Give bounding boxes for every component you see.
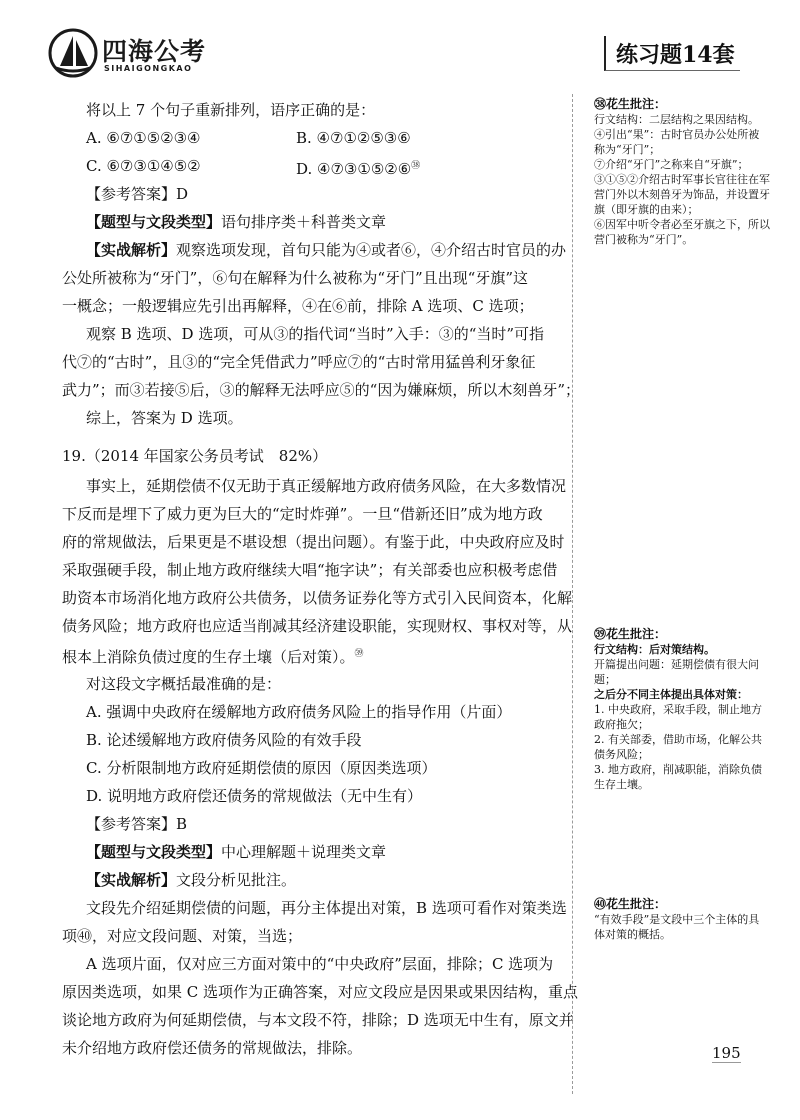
note-39-line: 3. 地方政府，削减职能，消除负债生存土壤。 bbox=[594, 763, 762, 791]
q19-passage-line-3: 府的常规做法，后果更是不堪设想（提出问题）。有鉴于此，中央政府应及时 bbox=[62, 533, 565, 551]
q19-answer: 【参考答案】B bbox=[86, 815, 188, 833]
note-38-line: ⑦介绍“牙门”之称来自“牙旗”； bbox=[594, 158, 749, 171]
q19-explain-line-5: 谈论地方政府为何延期偿债，与本文段不符，排除；D 选项无中生有，原文并 bbox=[62, 1011, 574, 1029]
note-40-line: “有效手段”是文段中三个主体的具体对策的概括。 bbox=[594, 913, 760, 941]
q19-type-text: 中心理解题＋说理类文章 bbox=[221, 843, 387, 861]
q19-option-c: C. 分析限制地方政府延期偿债的原因（原因类选项） bbox=[86, 759, 437, 777]
q19-explain-line-3: A 选项片面，仅对应三方面对策中的“中央政府”层面，排除；C 选项为 bbox=[86, 955, 554, 973]
q19-explain-line-1: 文段先介绍延期偿债的问题，再分主体提出对策，B 选项可看作对策类选 bbox=[86, 899, 567, 917]
q19-passage-line-6: 债务风险；地方政府也应适当削减其经济建设职能，实现财权、事权对等，从 bbox=[62, 617, 573, 635]
q18-option-d-text: D. ④⑦③①⑤②⑥ bbox=[296, 160, 412, 178]
note-39-line: 2. 有关部委，借助市场，化解公共债务风险； bbox=[594, 733, 762, 761]
q19-option-b: B. 论述缓解地方政府债务风险的有效手段 bbox=[86, 731, 362, 749]
note-38-title: ㊳花生批注： bbox=[594, 97, 667, 111]
q19-question: 对这段文字概括最准确的是： bbox=[86, 675, 282, 693]
page-number: 195 bbox=[712, 1044, 741, 1062]
note-38-line: ④引出“果”：古时官员办公处所被称为“牙门”； bbox=[594, 128, 760, 156]
side-note-38 bbox=[594, 96, 770, 247]
note-38-line: 行文结构：二层结构之果因结构。 bbox=[594, 113, 759, 126]
q18-option-b: B. ④⑦①②⑤③⑥ bbox=[296, 129, 411, 147]
q19-explain-text-2: ，对应文段问题、对策，当选； bbox=[92, 927, 303, 945]
q19-passage-line-5: 助资本市场消化地方政府公共债务，以债务证券化等方式引入民间资本，化解 bbox=[62, 589, 573, 607]
q19-explain-line-2 bbox=[62, 927, 302, 945]
q19-option-d: D. 说明地方政府偿还债务的常规做法（无中生有） bbox=[86, 787, 423, 805]
q18-analysis-line-4: 观察 B 选项、D 选项，可从③的指代词“当时”入手：③的“当时”可指 bbox=[86, 325, 545, 343]
note-39-title: ㊴花生批注： bbox=[594, 627, 667, 641]
q19-passage-line-1: 事实上，延期偿债不仅无助于真正缓解地方政府债务风险，在大多数情况 bbox=[86, 477, 567, 495]
q18-analysis-line-7: 综上，答案为 D 选项。 bbox=[86, 409, 243, 427]
logo-chinese-text: 四海公考 bbox=[102, 37, 207, 66]
q18-type bbox=[86, 213, 386, 231]
q19-passage-line-4: 采取强硬手段，制止地方政府继续大唱“拖字诀”；有关部委也应积极考虑借 bbox=[62, 561, 558, 579]
q19-explain-line-4: 原因类选项，如果 C 选项作为正确答案，对应文段应是因果或果因结构，重点 bbox=[62, 983, 579, 1001]
q19-analysis bbox=[86, 871, 296, 889]
q18-option-a: A. ⑥⑦①⑤②③④ bbox=[86, 129, 201, 147]
q18-option-c: C. ⑥⑦③①④⑤② bbox=[86, 157, 201, 175]
q18-analysis-line-5: 代⑦的“古时”，且③的“完全凭借武力”呼应⑦的“古时常用猛兽利牙象征 bbox=[62, 353, 536, 371]
q18-analysis-label: 【实战解析】 bbox=[86, 241, 177, 259]
note-39-line: 行文结构：后对策结构。 bbox=[594, 643, 715, 656]
q19-explain-line-6: 未介绍地方政府偿还债务的常规做法，排除。 bbox=[62, 1039, 363, 1057]
q18-analysis-line-2: 公处所被称为“牙门”，⑥句在解释为什么被称为“牙门”且出现“牙旗”这 bbox=[62, 269, 529, 287]
q18-analysis-line-1 bbox=[86, 241, 566, 259]
set-title: 练习题14套 bbox=[616, 42, 735, 68]
q19-passage-line-7 bbox=[62, 645, 364, 666]
q18-analysis-text-1: 观察选项发现，首句只能为④或者⑥，④介绍古时官员的办 bbox=[176, 241, 567, 259]
q19-option-a: A. 强调中央政府在缓解地方政府债务风险上的指导作用（片面） bbox=[86, 703, 512, 721]
q19-passage-line-2: 下反而是埋下了威力更为巨大的“定时炸弹”。一旦“借新还旧”成为地方政 bbox=[62, 505, 543, 523]
note-38-line: ③①⑤②介绍古时军事长官往往在军营门外以木刻兽牙为饰品，并设置牙旗（即牙旗的由来）； bbox=[594, 173, 770, 216]
logo-english-text: SIHAIGONGKAO bbox=[104, 64, 193, 73]
q18-answer: 【参考答案】D bbox=[86, 185, 189, 203]
q18-analysis-line-6: 武力”；而③若接⑤后，③的解释无法呼应⑤的“因为嫌麻烦，所以木刻兽牙”； bbox=[62, 381, 581, 399]
sailboat-logo-icon bbox=[48, 28, 98, 78]
publisher-logo bbox=[48, 28, 208, 80]
q19-analysis-label: 【实战解析】 bbox=[86, 871, 177, 889]
q18-option-d bbox=[296, 157, 420, 178]
note-40-title: ㊵花生批注： bbox=[594, 897, 667, 911]
note-39-line: 之后分不同主体提出具体对策： bbox=[594, 688, 748, 701]
column-divider bbox=[572, 94, 574, 1094]
q19-analysis-text: 文段分析见批注。 bbox=[176, 871, 297, 889]
q19-type bbox=[86, 843, 386, 861]
q19-type-label: 【题型与文段类型】 bbox=[86, 843, 222, 861]
q18-type-label: 【题型与文段类型】 bbox=[86, 213, 222, 231]
side-note-40 bbox=[594, 896, 770, 942]
set-title-box bbox=[604, 36, 740, 71]
q18-note-marker: ㊳ bbox=[411, 161, 421, 171]
q19-note-marker: ㊴ bbox=[354, 649, 364, 659]
q19-explain-mark: 项㊵ bbox=[62, 927, 93, 945]
q18-type-text: 语句排序类＋科普类文章 bbox=[221, 213, 387, 231]
q19-passage-text-7: 根本上消除负债过度的生存土壤（后对策）。 bbox=[62, 648, 355, 666]
side-note-39 bbox=[594, 626, 770, 792]
q18-analysis-line-3: 一概念；一般逻辑应先引出再解释，④在⑥前，排除 A 选项、C 选项； bbox=[62, 297, 534, 315]
q19-heading: 19.（2014 年国家公务员考试 82%） bbox=[62, 447, 328, 465]
q18-prompt: 将以上 7 个句子重新排列，语序正确的是： bbox=[86, 101, 376, 119]
note-39-line: 开篇提出问题：延期偿债有很大问题； bbox=[594, 658, 759, 686]
note-38-line: ⑥因军中听令者必至牙旗之下，所以营门被称为“牙门”。 bbox=[594, 218, 770, 246]
note-39-line: 1. 中央政府，采取手段，制止地方政府拖欠； bbox=[594, 703, 762, 731]
